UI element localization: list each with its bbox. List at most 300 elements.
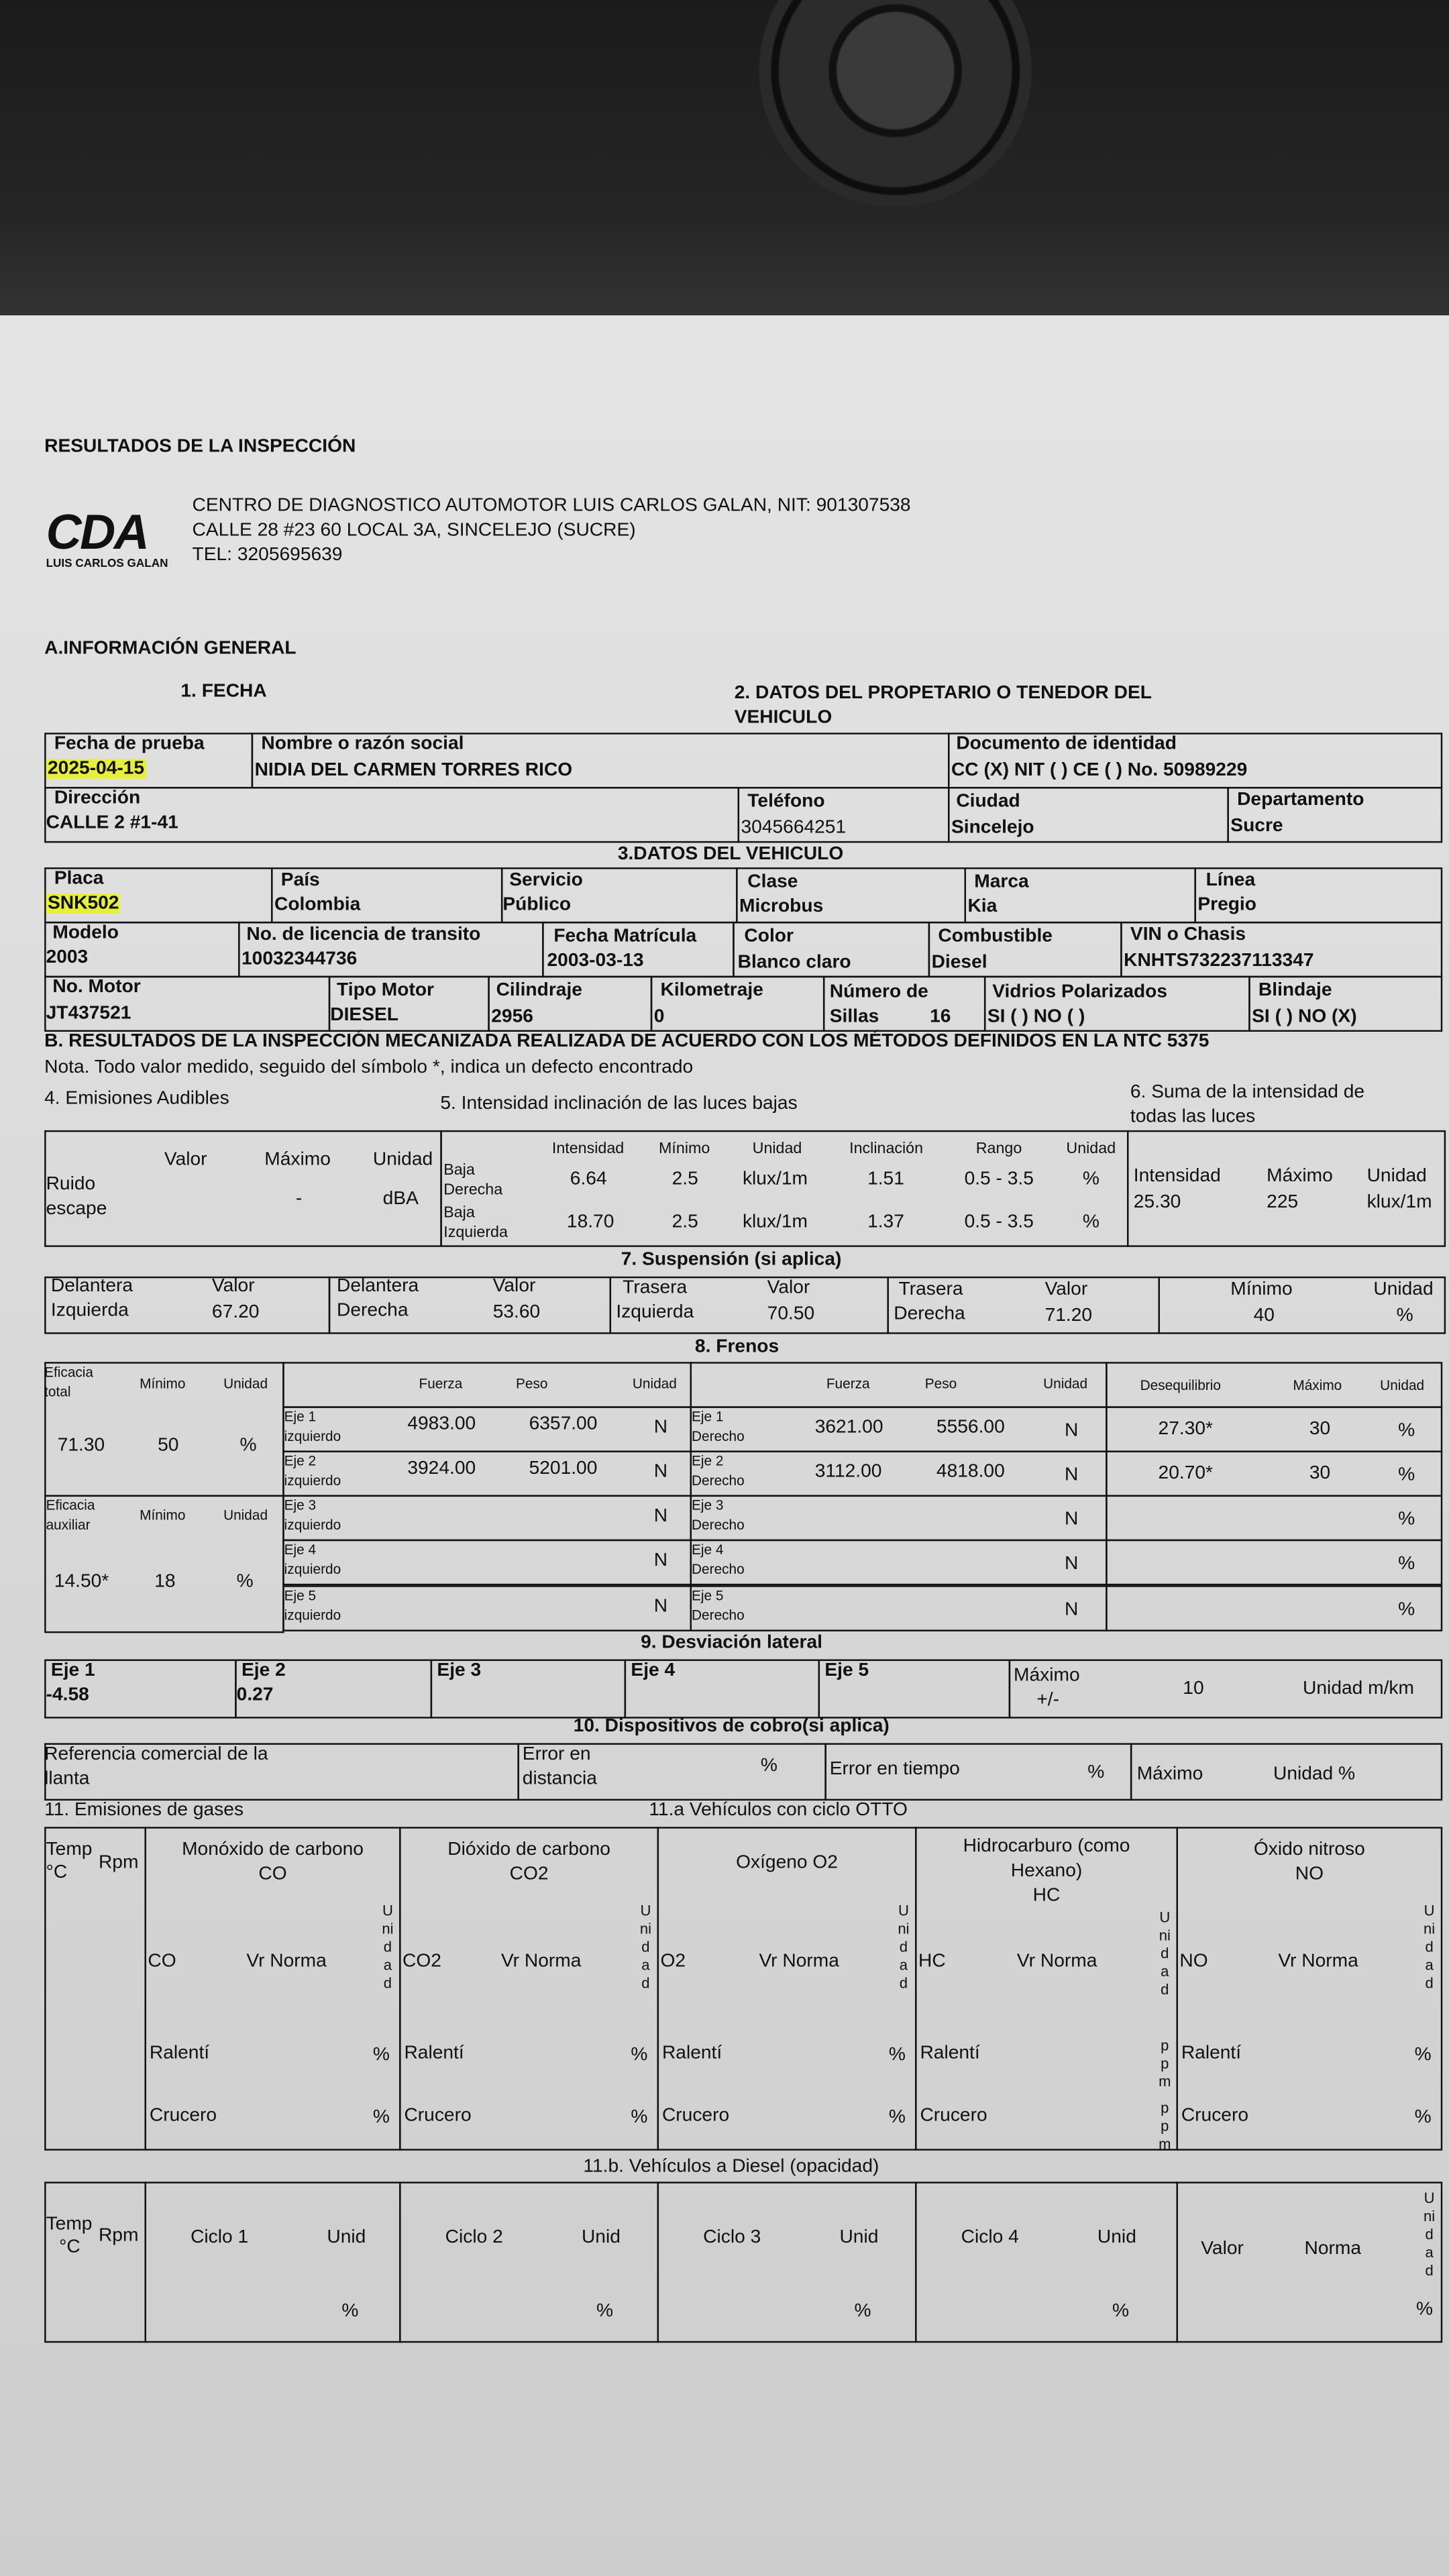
s5-unidad: klux/1m xyxy=(742,1212,808,1232)
s5-unidad2: % xyxy=(1082,1169,1099,1190)
ciudad-value: Sincelejo xyxy=(951,818,1034,838)
vidrios-label: Vidrios Polarizados xyxy=(992,982,1168,1002)
gas-header: Oxígeno O2 xyxy=(736,1853,838,1873)
unit-pct: % xyxy=(1398,1509,1415,1530)
nota: Nota. Todo valor medido, seguido del símbolo *, indica un defecto encontrado xyxy=(44,1058,694,1078)
ef-total-label-2: total xyxy=(44,1383,71,1400)
ruido-unit: dBA xyxy=(382,1189,419,1210)
company-name: CENTRO DE DIAGNOSTICO AUTOMOTOR LUIS CARLOS GALAN, NIT: 901307538 xyxy=(192,496,911,516)
ralenti-label: Ralentí xyxy=(661,2043,722,2063)
s7-label: Derecha xyxy=(894,1304,965,1324)
text xyxy=(46,894,121,916)
s5-inclinacion: 1.37 xyxy=(867,1212,904,1232)
fuerza-der: 3621.00 xyxy=(814,1417,883,1438)
eje-right-label: Eje 2 xyxy=(692,1452,724,1469)
ef-aux-label: Eficacia xyxy=(46,1497,95,1513)
s7-label: Delantera xyxy=(337,1276,419,1297)
s10-unidad: Unidad % xyxy=(1273,1764,1356,1784)
peso-header: Peso xyxy=(515,1375,548,1392)
marca-label: Marca xyxy=(974,872,1029,892)
eje-label: Eje 2 xyxy=(241,1660,286,1681)
unit-pct: % xyxy=(1398,1554,1415,1574)
ef-unidad-label: Unidad xyxy=(223,1375,268,1392)
s5-header: Unidad xyxy=(752,1140,802,1159)
desequilibrio-header: Desequilibrio xyxy=(1140,1377,1221,1393)
company-address: CALLE 28 #23 60 LOCAL 3A, SINCELEJO (SUCRE) xyxy=(192,521,636,541)
s5-header: Rango xyxy=(975,1140,1022,1159)
eje-right-label: Eje 3 xyxy=(692,1497,724,1513)
rpm-label: Rpm xyxy=(98,1853,139,1873)
desequilibrio-max: 30 xyxy=(1309,1419,1331,1440)
eje-label: Eje 5 xyxy=(824,1660,869,1681)
desequilibrio: 27.30* xyxy=(1158,1419,1214,1440)
table-cell xyxy=(44,2182,146,2343)
unid-label: Unid xyxy=(1097,2227,1136,2248)
ef-aux-label-2: auxiliar xyxy=(46,1516,91,1533)
ppm-vertical: ppm xyxy=(1159,2037,1171,2090)
s9-heading: 9. Desviación lateral xyxy=(641,1633,822,1653)
clase-value: Microbus xyxy=(739,897,824,917)
unidad-vertical: Unidad xyxy=(1424,1902,1436,1992)
blindaje-label: Blindaje xyxy=(1258,981,1332,1001)
gas-header: Hexano) xyxy=(1010,1861,1083,1882)
gas-header: Monóxido de carbono xyxy=(182,1839,364,1860)
table-cell xyxy=(690,1540,1108,1586)
color-value: Blanco claro xyxy=(737,953,851,973)
ef-total-value: 71.30 xyxy=(57,1436,105,1456)
norma-label: Norma xyxy=(1304,2239,1362,2259)
eje-left-side: izquierdo xyxy=(284,1472,341,1489)
unidad-vertical: Unidad xyxy=(898,1902,910,1992)
table-cell xyxy=(282,1540,692,1586)
tipo-motor-label: Tipo Motor xyxy=(337,981,435,1001)
nombre-value: NIDIA DEL CARMEN TORRES RICO xyxy=(254,760,573,781)
fecha-label: Fecha de prueba xyxy=(54,734,205,755)
pct-unit: % xyxy=(1414,2108,1432,2128)
unidad-header: Unidad xyxy=(1043,1375,1088,1392)
eje-label: Eje 1 xyxy=(50,1660,95,1681)
gear-object xyxy=(759,0,1032,207)
color-label: Color xyxy=(744,926,794,947)
s5-header: Inclinación xyxy=(849,1140,924,1159)
sillas-value: 16 xyxy=(930,1007,951,1027)
rpm-label: Rpm xyxy=(98,2226,139,2246)
vr-norma-label: Vr Norma xyxy=(246,1951,327,1972)
eje-right-label: Eje 4 xyxy=(692,1541,724,1558)
unidad-vertical: Unidad xyxy=(639,1902,652,1992)
s5-header: Intensidad xyxy=(551,1140,625,1159)
s6-maximo-label: Máximo xyxy=(1267,1166,1333,1187)
vr-norma-label: Vr Norma xyxy=(1278,1951,1358,1972)
s5-row-label: Baja xyxy=(443,1161,475,1180)
ef-aux-unit: % xyxy=(236,1572,254,1593)
servicio-value: Público xyxy=(502,895,572,916)
sillas-label-2: Sillas xyxy=(829,1007,879,1027)
gas-code: CO2 xyxy=(402,1951,441,1972)
eje-left-side: izquierdo xyxy=(284,1516,341,1533)
eje-left-label: Eje 2 xyxy=(284,1452,317,1469)
ef-aux-unidad-label: Unidad xyxy=(223,1506,268,1523)
table-cell xyxy=(282,1495,692,1542)
pct-unit: % xyxy=(1112,2302,1130,2322)
eje-left-side: izquierdo xyxy=(284,1607,341,1623)
table-cell xyxy=(657,2182,917,2343)
ralenti-label: Ralentí xyxy=(920,2043,980,2063)
table-cell xyxy=(690,1406,1108,1452)
fecha-value: 2025-04-15 xyxy=(46,759,146,778)
crucero-label: Crucero xyxy=(1181,2106,1249,2127)
doc-value: CC (X) NIT ( ) CE ( ) No. 50989229 xyxy=(951,760,1248,781)
cilindraje-value: 2956 xyxy=(491,1007,533,1027)
table-cell xyxy=(1106,1540,1442,1586)
s9-plus-minus: +/- xyxy=(1036,1690,1059,1711)
s6-maximo: 225 xyxy=(1267,1192,1299,1213)
s10-ref-label: Referencia comercial de la xyxy=(44,1744,268,1765)
table-cell xyxy=(282,1406,692,1452)
ruido-label-2: escape xyxy=(46,1199,107,1220)
gas-code: NO xyxy=(1179,1951,1208,1972)
licencia-label: No. de licencia de transito xyxy=(246,924,481,945)
linea-label: Línea xyxy=(1205,870,1256,891)
unid-label: Unid xyxy=(839,2227,879,2248)
s10-pct: % xyxy=(1087,1762,1105,1783)
s6-heading-2: todas las luces xyxy=(1130,1107,1256,1128)
s6-unidad: klux/1m xyxy=(1366,1192,1432,1213)
desequilibrio-max: 30 xyxy=(1309,1464,1331,1484)
vidrios-value: SI ( ) NO ( ) xyxy=(987,1007,1085,1027)
pct-unit: % xyxy=(1414,2045,1432,2065)
unit-n: N xyxy=(1064,1554,1079,1574)
servicio-label: Servicio xyxy=(509,870,583,891)
s7-label: Delantera xyxy=(50,1276,133,1297)
ralenti-label: Ralentí xyxy=(149,2043,210,2063)
vin-value: KNHTS732237113347 xyxy=(1124,951,1314,971)
s7-label: Trasera xyxy=(898,1279,963,1300)
ef-minimo-label: Mínimo xyxy=(140,1375,186,1392)
text xyxy=(46,759,146,782)
depto-value: Sucre xyxy=(1230,816,1283,837)
unidad-vertical: Unidad xyxy=(1424,2190,1436,2279)
modelo-label: Modelo xyxy=(52,923,119,943)
cilindraje-label: Cilindraje xyxy=(496,981,582,1001)
s4-valor-header: Valor xyxy=(164,1150,207,1170)
desviacion-value: 0.27 xyxy=(236,1685,274,1706)
ciclo-label: Ciclo 4 xyxy=(961,2227,1019,2248)
vehicle-heading: 3.DATOS DEL VEHICULO xyxy=(617,844,844,865)
s7-heading: 7. Suspensión (si aplica) xyxy=(621,1250,842,1271)
s6-unidad-label: Unidad xyxy=(1366,1166,1427,1187)
gas-header: CO2 xyxy=(509,1864,549,1885)
s7-label: Izquierda xyxy=(616,1303,694,1323)
s7-minimo: 40 xyxy=(1253,1305,1275,1326)
s5-unidad: klux/1m xyxy=(742,1169,808,1190)
s10-err-dist-label-2: distancia xyxy=(522,1769,597,1789)
document-title: RESULTADOS DE LA INSPECCIÓN xyxy=(44,437,356,457)
table-cell xyxy=(44,1130,442,1247)
s7-label: Izquierda xyxy=(50,1301,129,1321)
ef-aux-value: 14.50* xyxy=(54,1572,109,1593)
km-value: 0 xyxy=(653,1007,665,1027)
s7-minimo-label: Mínimo xyxy=(1230,1279,1293,1300)
s5-intensidad: 6.64 xyxy=(570,1169,607,1190)
s5-row-label: Derecha xyxy=(443,1181,503,1199)
s5-header: Mínimo xyxy=(659,1140,710,1159)
table-cell xyxy=(1106,1495,1442,1542)
tel-value: 3045664251 xyxy=(741,818,847,838)
pct-unit: % xyxy=(596,2302,614,2322)
s10-pct: % xyxy=(760,1756,777,1776)
matricula-value: 2003-03-13 xyxy=(547,951,644,971)
text: CDA xyxy=(46,506,148,561)
unit-pct: % xyxy=(1398,1600,1415,1620)
table-cell xyxy=(282,1585,692,1631)
eje-left-side: izquierdo xyxy=(284,1560,341,1578)
eje-right-side: Derecho xyxy=(692,1560,745,1578)
section-b-heading: B. RESULTADOS DE LA INSPECCIÓN MECANIZADA REALIZADA DE ACUERDO CON LOS MÉTODOS DEFINIDOS EN LA NTC 5375 xyxy=(44,1031,1210,1052)
eje-label: Eje 4 xyxy=(631,1660,676,1681)
ppm-vertical: ppm xyxy=(1159,2099,1171,2153)
pct-unit: % xyxy=(631,2108,648,2128)
s7-label: Derecha xyxy=(337,1301,409,1321)
temp-label: Temp xyxy=(46,1839,93,1860)
eje-left-side: izquierdo xyxy=(284,1428,341,1444)
ciclo-label: Ciclo 1 xyxy=(191,2227,249,2248)
gas-header: Óxido nitroso xyxy=(1253,1839,1365,1860)
modelo-value: 2003 xyxy=(46,948,89,968)
licencia-value: 10032344736 xyxy=(241,949,358,969)
unidad-header: Unidad xyxy=(1380,1377,1425,1393)
s7-value: 67.20 xyxy=(211,1303,260,1323)
s6-heading: 6. Suma de la intensidad de xyxy=(1130,1082,1365,1103)
unidad-vertical: Unidad xyxy=(1159,1909,1171,1998)
table-cell xyxy=(399,2182,659,2343)
combustible-label: Combustible xyxy=(938,926,1053,947)
fuerza-header: Fuerza xyxy=(419,1375,463,1392)
unit-n: N xyxy=(653,1506,668,1527)
text: LUIS CARLOS GALAN xyxy=(46,558,168,570)
crucero-label: Crucero xyxy=(404,2106,472,2127)
eje-left-label: Eje 3 xyxy=(284,1497,317,1513)
gas-header: HC xyxy=(1032,1886,1061,1906)
s7-label: Trasera xyxy=(623,1278,688,1298)
table-cell xyxy=(690,1450,1108,1497)
ef-total-min: 50 xyxy=(158,1436,179,1456)
pais-label: País xyxy=(280,870,320,891)
ralenti-label: Ralentí xyxy=(1181,2043,1242,2063)
s5-inclinacion: 1.51 xyxy=(867,1169,904,1190)
s7-unidad: % xyxy=(1396,1305,1413,1326)
crucero-label: Crucero xyxy=(920,2106,987,2127)
gas-header: Hidrocarburo (como xyxy=(963,1836,1130,1857)
eje-right-label: Eje 5 xyxy=(692,1587,724,1604)
s7-valor-label: Valor xyxy=(492,1276,536,1297)
unit-pct: % xyxy=(1398,1465,1415,1485)
crucero-label: Crucero xyxy=(149,2106,217,2127)
peso-der: 4818.00 xyxy=(936,1462,1005,1482)
motor-value: JT437521 xyxy=(46,1004,131,1024)
company-phone: TEL: 3205695639 xyxy=(192,545,343,566)
unit-n: N xyxy=(653,1550,668,1571)
table-cell xyxy=(1106,1585,1442,1631)
s7-valor-label: Valor xyxy=(211,1276,255,1297)
s7-value: 70.50 xyxy=(767,1304,815,1324)
pct-unit: % xyxy=(888,2045,906,2065)
ef-total-label: Eficacia xyxy=(44,1363,94,1381)
gas-header: Dióxido de carbono xyxy=(447,1839,610,1860)
crucero-label: Crucero xyxy=(661,2106,730,2127)
gas-header: CO xyxy=(258,1864,287,1885)
marca-value: Kia xyxy=(967,897,998,917)
s9-max-value: 10 xyxy=(1183,1678,1204,1699)
vr-norma-label: Vr Norma xyxy=(1016,1951,1097,1972)
table-cell xyxy=(1176,2182,1442,2343)
s5-minimo: 2.5 xyxy=(672,1169,698,1190)
unit-n: N xyxy=(653,1462,668,1482)
peso-header: Peso xyxy=(924,1375,957,1392)
sillas-label: Número de xyxy=(829,982,928,1002)
motor-label: No. Motor xyxy=(52,977,141,998)
ef-total-unit: % xyxy=(239,1436,257,1456)
fuerza-header: Fuerza xyxy=(826,1375,870,1392)
s5-minimo: 2.5 xyxy=(672,1212,698,1232)
s10-heading: 10. Dispositivos de cobro(si aplica) xyxy=(573,1717,890,1737)
valor-label: Valor xyxy=(1201,2239,1244,2259)
s6-intensidad-label: Intensidad xyxy=(1133,1166,1221,1187)
ef-aux-min: 18 xyxy=(154,1572,176,1593)
s7-unidad-label: Unidad xyxy=(1373,1279,1434,1300)
unidad-vertical: Unidad xyxy=(382,1902,394,1992)
eje-right-side: Derecho xyxy=(692,1607,745,1623)
desequilibrio: 20.70* xyxy=(1158,1464,1214,1484)
pct-unit: % xyxy=(888,2108,906,2128)
ruido-label: Ruido xyxy=(46,1175,96,1195)
s5-heading: 5. Intensidad inclinación de las luces bajas xyxy=(440,1094,798,1114)
eje-right-label: Eje 1 xyxy=(692,1407,724,1425)
s11a-heading: 11.a Vehículos con ciclo OTTO xyxy=(649,1801,908,1821)
s7-valor-label: Valor xyxy=(767,1278,810,1298)
combustible-value: Diesel xyxy=(931,953,987,973)
gas-header: NO xyxy=(1295,1864,1324,1885)
s4-unidad-header: Unidad xyxy=(372,1150,433,1170)
tel-label: Teléfono xyxy=(747,792,825,812)
dir-value: CALLE 2 #1-41 xyxy=(46,813,178,833)
dir-label: Dirección xyxy=(54,788,141,808)
s10-err-dist-label: Error en xyxy=(522,1744,591,1765)
vr-norma-label: Vr Norma xyxy=(500,1951,582,1972)
ralenti-label: Ralentí xyxy=(404,2043,464,2063)
table-cell xyxy=(145,2182,401,2343)
ef-aux-minimo-label: Mínimo xyxy=(140,1506,186,1523)
table-cell xyxy=(282,1362,692,1408)
eje-right-side: Derecho xyxy=(692,1516,745,1533)
unid-label: Unid xyxy=(581,2227,621,2248)
fuerza-der: 3112.00 xyxy=(814,1462,882,1482)
peso-izq: 5201.00 xyxy=(529,1458,598,1479)
s5-rango: 0.5 - 3.5 xyxy=(964,1169,1034,1190)
degc-label: °C xyxy=(59,2237,80,2257)
s4-maximo-header: Máximo xyxy=(264,1150,331,1170)
pct-unit: % xyxy=(372,2045,390,2065)
doc-label: Documento de identidad xyxy=(956,734,1177,755)
section-a-heading: A.INFORMACIÓN GENERAL xyxy=(44,639,297,659)
unit-n: N xyxy=(1064,1421,1079,1441)
table-cell xyxy=(1106,1406,1442,1452)
pct-unit: % xyxy=(854,2302,871,2322)
fecha-heading: 1. FECHA xyxy=(180,682,267,702)
s7-value: 71.20 xyxy=(1044,1305,1093,1326)
pct-unit: % xyxy=(372,2108,390,2128)
table-cell xyxy=(915,2182,1178,2343)
pct-unit: % xyxy=(631,2045,648,2065)
unit-n: N xyxy=(1064,1509,1079,1530)
table-cell xyxy=(690,1585,1108,1631)
s8-heading: 8. Frenos xyxy=(694,1337,780,1357)
s7-value: 53.60 xyxy=(492,1303,541,1323)
eje-left-label: Eje 4 xyxy=(284,1541,317,1558)
eje-right-side: Derecho xyxy=(692,1472,745,1489)
s6-intensidad: 25.30 xyxy=(1133,1192,1181,1213)
s5-intensidad: 18.70 xyxy=(566,1212,614,1232)
owner-heading-2: VEHICULO xyxy=(734,708,833,728)
depto-label: Departamento xyxy=(1237,790,1364,810)
linea-value: Pregio xyxy=(1197,895,1256,916)
s5-rango: 0.5 - 3.5 xyxy=(964,1212,1034,1232)
pais-value: Colombia xyxy=(274,895,361,916)
unit-n: N xyxy=(1064,1600,1079,1620)
matricula-label: Fecha Matrícula xyxy=(553,926,697,947)
fuerza-izq: 4983.00 xyxy=(407,1414,476,1434)
gas-code: HC xyxy=(918,1951,946,1972)
ruido-max: - xyxy=(295,1189,303,1210)
ciclo-label: Ciclo 3 xyxy=(703,2227,761,2248)
pct-unit: % xyxy=(1416,2300,1434,2320)
s10-ref-label-2: llanta xyxy=(44,1769,90,1789)
unid-label: Unid xyxy=(327,2227,366,2248)
peso-der: 5556.00 xyxy=(936,1417,1005,1438)
photo-background xyxy=(0,0,1449,315)
table-cell xyxy=(690,1495,1108,1542)
unit-n: N xyxy=(1064,1465,1079,1485)
km-label: Kilometraje xyxy=(660,981,763,1001)
s10-err-time-label: Error en tiempo xyxy=(829,1759,960,1780)
eje-left-label: Eje 1 xyxy=(284,1407,317,1425)
ciudad-label: Ciudad xyxy=(956,792,1020,812)
s11-heading: 11. Emisiones de gases xyxy=(44,1801,244,1821)
s5-header: Unidad xyxy=(1066,1140,1116,1159)
eje-label: Eje 3 xyxy=(437,1660,482,1681)
s7-valor-label: Valor xyxy=(1044,1279,1088,1300)
s5-row-label: Izquierda xyxy=(443,1224,508,1242)
eje-right-side: Derecho xyxy=(692,1428,745,1444)
s5-unidad2: % xyxy=(1082,1212,1099,1232)
vr-norma-label: Vr Norma xyxy=(759,1951,839,1972)
eje-left-label: Eje 5 xyxy=(284,1587,317,1604)
vin-label: VIN o Chasis xyxy=(1130,924,1246,945)
unit-n: N xyxy=(653,1417,668,1438)
clase-label: Clase xyxy=(747,872,798,892)
owner-heading: 2. DATOS DEL PROPETARIO O TENEDOR DEL xyxy=(734,683,1152,704)
fuerza-izq: 3924.00 xyxy=(407,1458,476,1479)
peso-izq: 6357.00 xyxy=(529,1414,598,1434)
blindaje-value: SI ( ) NO (X) xyxy=(1252,1007,1357,1027)
ciclo-label: Ciclo 2 xyxy=(445,2227,503,2248)
unit-n: N xyxy=(653,1597,668,1617)
company-logo xyxy=(46,506,188,578)
degc-label: °C xyxy=(46,1863,68,1883)
placa-value: SNK502 xyxy=(46,894,121,913)
s9-maximo-label: Máximo xyxy=(1014,1666,1080,1686)
nombre-label: Nombre o razón social xyxy=(261,734,464,755)
